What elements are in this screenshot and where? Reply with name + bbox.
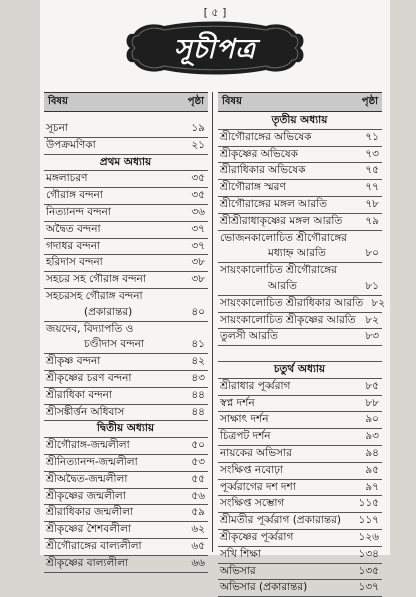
- toc-entry-title: মঙ্গলাচরণ: [46, 172, 88, 185]
- toc-entry: [218, 329, 382, 346]
- toc-entry-title: শ্রীসঙ্কীর্ত্তন অধিবাস: [46, 405, 125, 418]
- toc-entry: [218, 231, 382, 247]
- toc-entry-title: শ্রীঅদ্বৈত-জন্মলীলা: [46, 472, 128, 485]
- toc-entry: [44, 438, 208, 455]
- toc-entry: [44, 322, 208, 338]
- toc-entry-title: শ্রীমতীর পূর্ব্বরাগ (প্রকারান্তর): [220, 514, 341, 527]
- book-page: [40, 0, 390, 594]
- toc-entry-title: শ্রীগৌরাঙ্গের অভিষেক: [220, 130, 312, 143]
- toc-entry: [44, 489, 208, 506]
- toc-entry: [218, 446, 382, 463]
- chapter-heading: [218, 362, 382, 379]
- toc-entry-title: মধ্যাহ্ন আরতি: [268, 247, 326, 260]
- toc-entry-title: পূর্ব্বরাগের দশ দশা: [220, 480, 296, 493]
- chapter-heading-text: তৃতীয় অধ্যায়: [271, 114, 328, 126]
- toc-entry-title: গদাধর বন্দনা: [46, 239, 101, 252]
- toc-entry-title: গৌরাঙ্গ বন্দনা: [46, 189, 103, 202]
- toc-entry-title: নায়কের অভিসার: [220, 446, 292, 459]
- toc-entry-page: ৭৩: [365, 147, 379, 160]
- toc-entry-page: ৬৫: [191, 539, 205, 552]
- toc-blank-row: [218, 346, 382, 362]
- toc-entry: [44, 455, 208, 472]
- toc-entry: [218, 480, 382, 497]
- toc-entry-title: চিত্রপট দর্শন: [220, 430, 271, 443]
- toc-entry: [218, 429, 382, 446]
- toc-entry-page: ৭৯: [365, 214, 379, 227]
- toc-entry-title: শ্রীরাধার পূর্ব্বরাগ: [220, 379, 291, 392]
- toc-entry-title: শ্রীকৃষ্ণের পূর্ব্বরাগ: [220, 530, 294, 543]
- toc-entry-page: ৩৮: [191, 256, 205, 269]
- toc-entry-title: সহচর সহ গৌরাঙ্গ বন্দনা: [46, 273, 146, 286]
- toc-entry-title: শ্রীকৃষ্ণের জন্মলীলা: [46, 489, 126, 502]
- toc-entry-title: শ্রীনিত্যানন্দ-জন্মলীলা: [46, 455, 138, 468]
- toc-entry: [218, 530, 382, 547]
- toc-entry-title: স্বপ্ন দর্শন: [220, 396, 255, 409]
- toc-entry-page: ৬৬: [191, 556, 205, 569]
- page-number: [ ৫ ]: [203, 6, 227, 19]
- toc-entry: [44, 405, 208, 422]
- toc-entry-page: ৪২: [191, 355, 205, 368]
- toc-entry: [44, 121, 208, 138]
- toc-entry: [44, 337, 208, 354]
- toc-entry: [44, 305, 208, 322]
- toc-entry: [218, 463, 382, 480]
- toc-entry-page: ৪০: [191, 305, 205, 318]
- toc-entry-page: ৯০: [365, 413, 379, 426]
- toc-entry: [44, 505, 208, 522]
- toc-entry-title: অভিসার (প্রকারান্তর): [220, 581, 308, 594]
- toc-entry-title: তুলসী আরতি: [220, 330, 278, 343]
- subject-column-header: বিষয়: [48, 95, 68, 107]
- toc-entry-title: শ্রীকৃষ্ণের অভিষেক: [220, 147, 298, 160]
- toc-entry-page: ৪৪: [191, 405, 205, 418]
- toc-entry: [218, 163, 382, 180]
- toc-entry-page: ২১: [191, 138, 205, 151]
- toc-entry: [218, 147, 382, 164]
- toc-entry-page: ৭৫: [365, 164, 379, 177]
- toc-entry-title: চণ্ডীদাস বন্দনা: [84, 338, 144, 351]
- toc-entry-page: ৮২: [371, 296, 386, 309]
- toc-entry-title: আরতি: [268, 279, 297, 292]
- chapter-heading: [218, 113, 382, 130]
- chapter-heading: [44, 421, 208, 438]
- toc-entry-page: ৭৭: [365, 181, 379, 194]
- toc-entry: [44, 539, 208, 556]
- toc-entry: [44, 255, 208, 272]
- toc-entry-title: উপক্রমণিকা: [46, 138, 96, 151]
- toc-right-rows: [218, 113, 386, 597]
- toc-entry-page: ৮১: [365, 279, 379, 292]
- toc-entry-title: শ্রীগৌরাঙ্গের বাল্যলীলা: [46, 539, 142, 552]
- chapter-heading-text: চতুর্থ অধ্যায়: [273, 362, 326, 375]
- toc-entry: [44, 289, 208, 305]
- toc-entry-page: ১১৫: [358, 497, 379, 510]
- toc-entry-title: শ্রীকৃষ্ণের শৈশবলীলা: [46, 523, 131, 536]
- toc-entry-page: ৮৩: [365, 330, 379, 343]
- toc-entry: [218, 130, 382, 147]
- toc-entry: [44, 556, 208, 573]
- toc-entry: [218, 296, 386, 313]
- toc-entry: [44, 388, 208, 405]
- toc-entry: [44, 222, 208, 239]
- page-column-header: পৃষ্ঠা: [361, 95, 378, 107]
- toc-entry: [218, 197, 382, 214]
- toc-entry-title: শ্রীরাধিকা বন্দনা: [46, 388, 112, 401]
- toc-entry-page: ৪৩: [191, 371, 205, 384]
- toc-entry: [218, 379, 382, 396]
- toc-entry-title: সায়ংকালোচিত শ্রীরাধিকার আরতি: [220, 296, 364, 309]
- toc-entry-page: ৯৫: [365, 463, 379, 476]
- page-title: সূচীপত্র: [173, 34, 257, 65]
- toc-entry-title: সংক্ষিপ্ত সম্ভোগ: [220, 497, 285, 510]
- toc-entry: [44, 205, 208, 222]
- toc-entry-title: সূচনা: [46, 122, 68, 134]
- toc-entry-page: ৭১: [365, 130, 379, 143]
- toc-entry-title: (প্রকারান্তর): [84, 305, 133, 318]
- toc-entry: [218, 496, 382, 513]
- toc-entry-page: ৩৫: [191, 189, 205, 202]
- toc-entry-title: শ্রীরাধিকার অভিষেক: [220, 164, 306, 177]
- toc-entry: [218, 263, 382, 279]
- toc-entry-title: সংক্ষিপ্ত নবোঢ়া: [220, 463, 284, 476]
- toc-entry-page: ৮৫: [365, 379, 379, 392]
- toc-entry: [218, 564, 382, 581]
- toc-entry-title: শ্রীকৃষ্ণ বন্দনা: [46, 355, 101, 368]
- toc-entry-page: ৪৪: [191, 388, 205, 401]
- chapter-heading: [44, 155, 208, 172]
- column-divider: [212, 92, 213, 552]
- toc-entry: [44, 239, 208, 256]
- toc-entry-page: ৩৫: [191, 172, 205, 185]
- toc-right-header: [218, 92, 382, 112]
- toc-left-rows: [44, 113, 208, 573]
- toc-entry-title: শ্রীরাধিকার জন্মলীলা: [46, 506, 134, 519]
- toc-entry-page: ৩৮: [191, 273, 205, 286]
- toc-left-header: [44, 92, 208, 112]
- chapter-heading-text: দ্বিতীয় অধ্যায়: [96, 422, 155, 435]
- toc-entry-page: ৫৫: [191, 472, 205, 485]
- toc-entry-title: জয়দেব, বিদ্যাপতি ও: [46, 322, 134, 335]
- toc-entry: [44, 138, 208, 155]
- toc-entry-title: সখি শিক্ষা: [220, 547, 261, 560]
- toc-entry-page: ৫৯: [191, 506, 205, 519]
- toc-entry: [218, 279, 382, 296]
- toc-entry: [44, 171, 208, 188]
- toc-entry-title: শ্রীকৃষ্ণের চরণ বন্দনা: [46, 371, 132, 384]
- toc-entry: [218, 580, 382, 597]
- toc-entry: [44, 188, 208, 205]
- toc-entry-page: ১৩৭: [358, 581, 379, 594]
- toc-entry-page: ১১৭: [358, 514, 379, 527]
- toc-entry: [44, 371, 208, 388]
- toc-entry-title: শ্রীগৌরাঙ্গ-জন্মলীলা: [46, 439, 130, 452]
- toc-entry: [218, 313, 382, 330]
- toc-entry-page: ১২৬: [358, 530, 379, 543]
- toc-entry-title: অদ্বৈত বন্দনা: [46, 222, 101, 235]
- toc-entry: [44, 272, 208, 289]
- toc-entry: [218, 246, 382, 263]
- toc-entry-page: ৫০: [191, 439, 205, 452]
- toc-entry-title: অভিসার: [220, 564, 256, 577]
- page-column-header: পৃষ্ঠা: [187, 95, 204, 107]
- toc-entry-page: ৮২: [365, 313, 379, 326]
- toc-entry: [44, 354, 208, 371]
- toc-entry-page: ৫৬: [191, 489, 205, 502]
- toc-entry-title: সায়ংকালোচিত শ্রীকৃষ্ণের আরতি: [220, 313, 356, 326]
- toc-entry: [44, 522, 208, 539]
- toc-entry-title: নিত্যানন্দ বন্দনা: [46, 205, 111, 218]
- toc-entry-title: শ্রীকৃষ্ণের বাল্যলীলা: [46, 556, 129, 569]
- toc-entry-page: ৮০: [365, 247, 379, 260]
- toc-entry: [44, 472, 208, 489]
- toc-entry-page: ৯৭: [365, 480, 379, 493]
- toc-entry: [218, 180, 382, 197]
- toc-entry: [218, 396, 382, 413]
- toc-entry-page: ৯৪: [365, 446, 379, 459]
- toc-entry-title: সহচরসহ গৌরাঙ্গ বন্দনা: [46, 289, 143, 302]
- toc-entry-page: ৩৭: [191, 239, 205, 252]
- toc-entry: [218, 547, 382, 564]
- toc-entry: [218, 214, 382, 231]
- toc-entry-page: ৩৬: [191, 205, 205, 218]
- toc-entry-page: ১৯: [191, 122, 205, 134]
- toc-entry-title: শ্রীশ্রীরাধাকৃষ্ণের মঙ্গল আরতি: [220, 214, 343, 227]
- toc-entry-title: শ্রীগৌরাঙ্গ স্মরণ: [220, 181, 286, 194]
- title-banner: [124, 18, 306, 76]
- toc-entry: [218, 412, 382, 429]
- toc-entry-page: ৪১: [191, 338, 205, 351]
- toc-entry-page: ৮৮: [365, 396, 379, 409]
- toc-entry-page: ৬২: [191, 523, 205, 536]
- toc-entry-page: ৭৮: [365, 197, 379, 210]
- toc-entry-title: হরিদাস বন্দনা: [46, 256, 103, 269]
- toc-entry-page: ৯৩: [365, 430, 379, 443]
- toc-blank-row: [44, 113, 208, 121]
- toc-left-column: [44, 92, 208, 573]
- toc-entry-page: ১৩৪: [358, 547, 379, 560]
- toc-entry-page: ৩৭: [191, 222, 205, 235]
- toc-entry-title: ভোজনকালোচিত শ্রীগৌরাঙ্গের: [220, 231, 347, 244]
- subject-column-header: বিষয়: [222, 95, 242, 107]
- toc-entry-title: শ্রীগৌরাঙ্গের মঙ্গল আরতি: [220, 197, 328, 210]
- chapter-heading-text: প্রথম অধ্যায়: [99, 155, 152, 168]
- toc-right-column: [218, 92, 386, 597]
- toc-entry-title: সায়ংকালোচিত শ্রীগৌরাঙ্গের: [220, 264, 337, 277]
- toc-entry-page: ৫৩: [191, 455, 205, 468]
- toc-entry-title: সাক্ষাৎ দর্শন: [220, 413, 269, 426]
- toc-entry: [218, 513, 382, 530]
- toc-entry-page: ১৩৫: [358, 564, 379, 577]
